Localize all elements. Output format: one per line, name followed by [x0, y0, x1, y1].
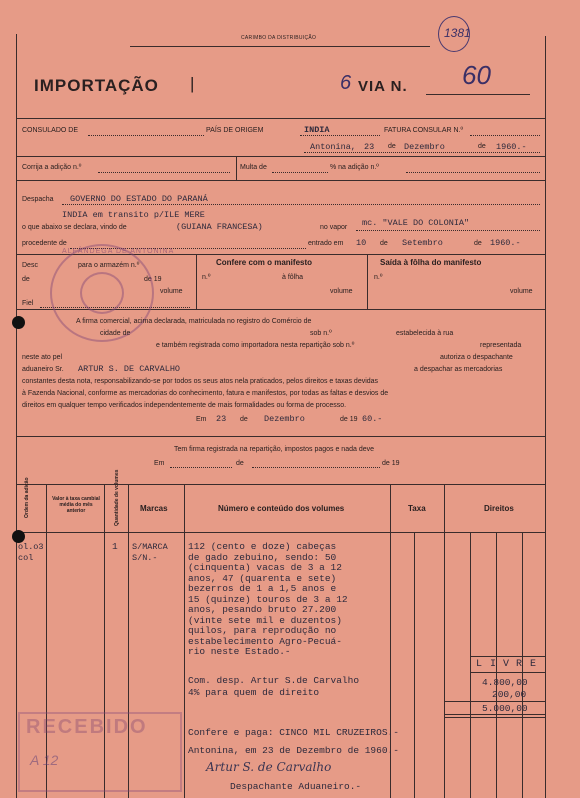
col-numero-header: Número e conteúdo dos volumes: [218, 504, 345, 513]
rule: [16, 436, 545, 437]
pais-label: PAÍS DE ORIGEM: [206, 127, 264, 134]
year-label: de 19: [144, 276, 162, 283]
right-border: [545, 36, 546, 798]
rule: [16, 180, 545, 181]
col-line-thin: [522, 532, 523, 798]
vapor-value: mc. "VALE DO COLONIA": [362, 218, 470, 228]
decl-line3a: e também registrada como importadora nesta repartição sob n.º: [156, 342, 355, 349]
decl-day: 23: [216, 414, 227, 424]
decl-line7: à Fazenda Nacional, conforme as mercadorias do conhecimento, fatura e manifestos, por todas as faltas e desvios de: [22, 390, 389, 397]
col-taxa-header: Taxa: [408, 504, 426, 513]
date1-de1: de: [388, 143, 396, 150]
decl-line3b: representada: [480, 342, 522, 349]
rule: [16, 156, 545, 157]
via-label: VIA N.: [358, 78, 408, 95]
de-label: de: [22, 276, 30, 283]
com-line1: Com. desp. Artur S.de Carvalho: [188, 675, 360, 686]
decl-line8: direitos em qualquer tempo verificados independentemente de mais formalidades ou forma de processo.: [22, 402, 347, 409]
row-qtd: 1: [112, 541, 118, 552]
despacha-value: GOVERNO DO ESTADO DO PARANÁ: [70, 194, 208, 204]
decl-year: 60.-: [362, 414, 383, 424]
dots: [272, 172, 328, 173]
confere-title: Confere com o manifesto: [216, 258, 313, 267]
despachante-label: Despachante Aduaneiro.-: [230, 781, 362, 792]
decl-month: Dezembro: [264, 414, 305, 424]
col-line-thin: [414, 532, 415, 798]
form-title: IMPORTAÇÃO: [34, 76, 159, 95]
decl-de: de: [240, 416, 248, 423]
entrado-year: 1960.-: [490, 238, 521, 248]
armazem-label: para o armazém n.º: [78, 262, 140, 269]
pais-value: INDIA: [304, 125, 330, 135]
divider: [196, 254, 197, 309]
pct-label: % na adição n.º: [330, 164, 379, 171]
col-line-thin: [496, 532, 497, 798]
col-line-thin: [470, 532, 471, 798]
rule: [16, 532, 545, 533]
livre-l: L: [476, 659, 483, 670]
rule: [16, 484, 545, 485]
entrado-month: Setembro: [402, 238, 443, 248]
amount-2: 200,00: [492, 689, 527, 700]
procedente-label: procedente de: [22, 240, 67, 247]
date1-city: Antonina,: [310, 142, 356, 152]
rule: [444, 714, 545, 715]
consulado-label: CONSULADO DE: [22, 127, 79, 134]
col-ordem-header: Ordem da adição: [24, 477, 30, 518]
date1-month: Dezembro: [404, 142, 445, 152]
rule: [444, 701, 545, 702]
folha-label: à fôlha: [282, 274, 304, 281]
col-marcas-header: Marcas: [140, 504, 168, 513]
dots: [300, 135, 380, 136]
origin-line1: INDIA em transito p/ILE MERE: [62, 210, 205, 220]
left-border: [16, 34, 17, 798]
dots: [356, 230, 540, 231]
city-date-line: Antonina, em 23 de Dezembro de 1960.-: [188, 745, 399, 756]
col-direitos-header: Direitos: [484, 504, 514, 513]
via-prefix: 6: [340, 72, 352, 94]
divider: [367, 254, 368, 309]
firma-em: Em: [154, 460, 165, 467]
dots: [88, 135, 204, 136]
despachante-name: ARTUR S. DE CARVALHO: [78, 364, 181, 374]
origin-line2: (GUIANA FRANCESA): [176, 222, 263, 232]
rule: [16, 118, 545, 119]
n-label: n.º: [202, 274, 211, 281]
received-stamp-text: RECEBIDO: [26, 716, 148, 738]
n-label-2: n.º: [374, 274, 383, 281]
stamp-number: 1381: [444, 26, 471, 40]
decl-em: Em: [196, 416, 207, 423]
dots: [252, 467, 380, 468]
via-number: 60: [462, 60, 491, 90]
livre-v: V: [503, 659, 510, 670]
customs-round-stamp-inner: [80, 272, 124, 314]
signature: Artur S. de Carvalho: [206, 760, 332, 774]
livre-e: E: [530, 659, 537, 670]
row-ordem: ol.o3 col: [18, 542, 44, 563]
entrado-day: 10: [356, 238, 367, 248]
carimbo-label: CARIMBO DA DISTRIBUIÇÃO: [241, 35, 317, 41]
firma-de19: de 19: [382, 460, 400, 467]
col-line: [184, 484, 185, 798]
date1-day: 23: [364, 142, 375, 152]
fiel-label: Fiel: [22, 300, 34, 307]
entrado-de2: de: [474, 240, 482, 247]
firma-line: Tem firma registrada na repartição, impostos pagos e nada deve: [174, 446, 374, 453]
volume-label: volume: [160, 288, 183, 295]
via-underline: [426, 94, 530, 95]
dots: [304, 152, 540, 153]
firma-de: de: [236, 460, 244, 467]
corrija-label: Corrija a adição n.º: [22, 164, 82, 171]
title-separator: |: [190, 74, 195, 93]
decl-line2b: sob n.º: [310, 330, 332, 337]
divider: [236, 156, 237, 180]
carimbo-line: [130, 46, 430, 47]
row-marcas: S/MARCA S/N.-: [132, 542, 168, 563]
col-line: [444, 484, 445, 798]
rule: [470, 672, 545, 673]
saida-title: Saída à fôlha do manifesto: [380, 258, 482, 267]
rule: [444, 717, 545, 718]
dots: [470, 135, 540, 136]
dots: [406, 172, 540, 173]
confere-line: Confere e paga: CINCO MIL CRUZEIROS.-: [188, 727, 399, 738]
rule: [470, 656, 545, 657]
col-qtd-header: Quantidade de volumes: [114, 469, 120, 526]
vapor-label: no vapor: [320, 224, 348, 231]
row-body: 112 (cento e doze) cabeças de gado zebuino, sendo: 50 (cinquenta) vacas de 3 a 12 anos, 47 (quarenta e sete) bezerros de 1 a 1,5 anos e 15 (quinze) touros de 3 a 12 anos, pesando bruto 27.200 (vinte sete mil e duzentos) quilos, para reprodução no estabelecimento Agro-Pecuá- rio neste Estado.-: [188, 541, 348, 657]
decl-de2: de 19: [340, 416, 358, 423]
round-stamp-text: ALFÂNDEGA DE ANTONINA: [62, 248, 175, 255]
decl-line4b: autoriza o despachante: [440, 354, 513, 361]
amount-total: 5.000,00: [482, 703, 528, 714]
oqa-label: o que abaixo se declara, vindo de: [22, 224, 127, 231]
decl-line1: A firma comercial, acima declarada, matriculada no registro do Comércio de: [76, 318, 312, 325]
entrado-label: entrado em: [308, 240, 344, 247]
dots: [98, 172, 230, 173]
col-valor-header: Valor à taxa cambial média do mês anterior: [52, 496, 100, 514]
decl-line5a: aduaneiro Sr.: [22, 366, 64, 373]
fatura-label: FATURA CONSULAR N.º: [384, 127, 464, 134]
volume-label-2: volume: [330, 288, 353, 295]
decl-line6: constantes desta nota, responsabilizando-se por todos os seus atos nela praticados, pelos direitos e taxas devidas: [22, 378, 379, 385]
decl-line2c: estabelecida à rua: [396, 330, 454, 337]
decl-line4a: neste ato pel: [22, 354, 63, 361]
date1-de2: de: [478, 143, 486, 150]
received-stamp-small: A 12: [30, 752, 59, 768]
multa-label: Multa de: [240, 164, 267, 171]
dots: [170, 467, 232, 468]
dots: [62, 204, 540, 205]
livre-i: I: [490, 659, 497, 670]
entrado-de: de: [380, 240, 388, 247]
com-line2: 4% para quem de direito: [188, 687, 320, 698]
despacha-label: Despacha: [22, 196, 54, 203]
amount-1: 4.800,00: [482, 677, 528, 688]
desc-label: Desc: [22, 262, 38, 269]
volume-label-3: volume: [510, 288, 533, 295]
livre-r: R: [516, 659, 523, 670]
date1-year: 1960.-: [496, 142, 527, 152]
decl-line2a: cidade de: [100, 330, 131, 337]
punch-hole: [12, 316, 25, 329]
decl-line5b: a despachar as mercadorias: [414, 366, 503, 373]
